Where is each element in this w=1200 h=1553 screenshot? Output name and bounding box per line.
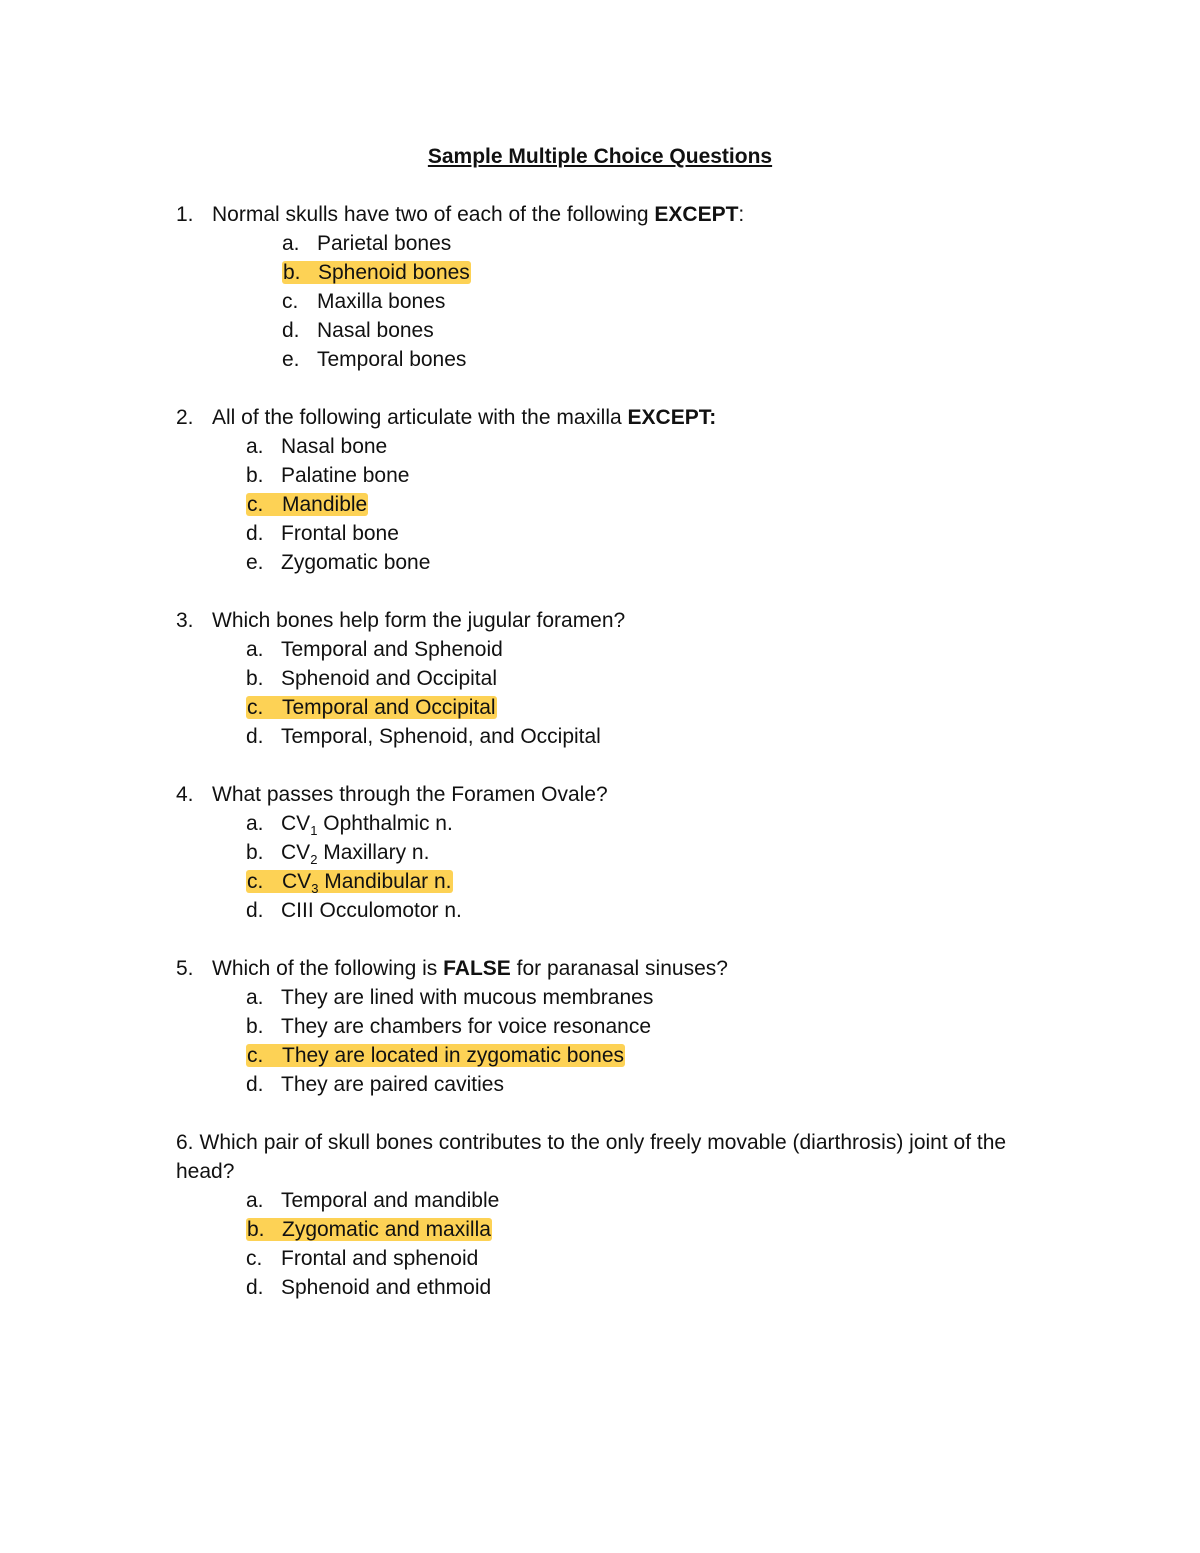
- option-text: They are lined with mucous membranes: [281, 986, 654, 1009]
- option-content: [246, 899, 462, 922]
- option-letter: d.: [246, 522, 264, 545]
- option-content: [282, 319, 434, 342]
- option-letter: a.: [246, 435, 264, 458]
- option-text: Temporal bones: [317, 348, 467, 371]
- stem-text: Which bones help form the jugular foramen?: [212, 609, 626, 632]
- option-content: [282, 232, 451, 255]
- option-letter: e.: [282, 348, 300, 371]
- answer-option: [282, 287, 1036, 316]
- answer-option: [246, 838, 1036, 867]
- question-stem: [176, 200, 1036, 229]
- stem-text: Which of the following is: [212, 957, 444, 980]
- correct-answer-highlight: [282, 261, 471, 284]
- question-stem: [176, 780, 1036, 809]
- answer-option: [246, 432, 1036, 461]
- option-list: [176, 1186, 1036, 1302]
- option-list: [176, 229, 1036, 374]
- option-content: [246, 1073, 504, 1096]
- answer-option: [246, 1186, 1036, 1215]
- option-content: [246, 551, 430, 574]
- option-text: Frontal bone: [281, 522, 399, 545]
- page-title: Sample Multiple Choice Questions: [427, 145, 773, 168]
- answer-option: [246, 519, 1036, 548]
- answer-option: [246, 1070, 1036, 1099]
- question-number: 5.: [176, 957, 194, 980]
- option-letter: d.: [246, 1073, 264, 1096]
- option-letter: a.: [246, 986, 264, 1009]
- option-letter: b.: [246, 667, 264, 690]
- option-letter: c.: [247, 696, 264, 719]
- answer-option: [246, 722, 1036, 751]
- answer-option: [246, 896, 1036, 925]
- answer-option: [246, 693, 1036, 722]
- option-text: They are paired cavities: [281, 1073, 504, 1096]
- option-list: [176, 809, 1036, 925]
- answer-option: [246, 1041, 1036, 1070]
- option-content: [282, 348, 466, 371]
- option-letter: c.: [246, 1247, 263, 1270]
- answer-option: [282, 345, 1036, 374]
- answer-option: [246, 1273, 1036, 1302]
- option-text: Maxillary n.: [317, 841, 430, 864]
- option-text: Zygomatic bone: [281, 551, 431, 574]
- option-list: [176, 635, 1036, 751]
- answer-option: [282, 229, 1036, 258]
- option-text: Temporal, Sphenoid, and Occipital: [281, 725, 601, 748]
- option-content: [246, 1015, 651, 1038]
- option-letter: c.: [247, 870, 264, 893]
- question-number: 4.: [176, 783, 194, 806]
- option-letter: a.: [246, 638, 264, 661]
- option-text: Temporal and Occipital: [282, 696, 496, 719]
- option-content: [282, 290, 445, 313]
- option-letter: d.: [246, 899, 264, 922]
- option-text: Mandibular n.: [318, 870, 452, 893]
- answer-option: [246, 1244, 1036, 1273]
- option-text: They are chambers for voice resonance: [281, 1015, 652, 1038]
- question-number: 3.: [176, 609, 194, 632]
- stem-emphasis: EXCEPT:: [627, 406, 717, 429]
- option-letter: b.: [246, 464, 264, 487]
- answer-option: [246, 490, 1036, 519]
- question-5: [176, 954, 1036, 1099]
- option-text: Mandible: [282, 493, 368, 516]
- option-letter: b.: [283, 261, 301, 284]
- option-content: [246, 1189, 499, 1212]
- option-letter: d.: [246, 1276, 264, 1299]
- option-subscript: 3: [311, 881, 319, 897]
- option-letter: b.: [246, 1015, 264, 1038]
- option-text: Sphenoid and Occipital: [281, 667, 497, 690]
- option-letter: c.: [247, 493, 264, 516]
- correct-answer-highlight: [246, 1044, 625, 1067]
- option-text: Sphenoid and ethmoid: [281, 1276, 492, 1299]
- option-letter: c.: [282, 290, 299, 313]
- answer-option: [246, 1215, 1036, 1244]
- answer-option: [246, 635, 1036, 664]
- answer-option: [246, 809, 1036, 838]
- correct-answer-highlight: [246, 1218, 492, 1241]
- stem-text: What passes through the Foramen Ovale?: [212, 783, 608, 806]
- question-4: [176, 780, 1036, 925]
- option-text: They are located in zygomatic bones: [282, 1044, 625, 1067]
- option-text: Nasal bone: [281, 435, 388, 458]
- option-content: [246, 522, 399, 545]
- stem-text: Which pair of skull bones contributes to the only freely movable (diarthrosis) joint of the head?: [176, 1131, 1007, 1183]
- option-content: [246, 1276, 491, 1299]
- option-text: Nasal bones: [317, 319, 434, 342]
- stem-text-end: :: [738, 203, 745, 226]
- option-subscript: 2: [310, 852, 318, 868]
- option-letter: b.: [246, 841, 264, 864]
- stem-text-end: for paranasal sinuses?: [510, 957, 728, 980]
- stem-emphasis: EXCEPT: [654, 203, 739, 226]
- option-letter: a.: [282, 232, 300, 255]
- stem-text: Normal skulls have two of each of the following: [212, 203, 655, 226]
- answer-option: [246, 461, 1036, 490]
- question-2: [176, 403, 1036, 577]
- option-text: Palatine bone: [281, 464, 410, 487]
- option-letter: d.: [246, 725, 264, 748]
- option-content: [246, 464, 409, 487]
- option-text: Parietal bones: [317, 232, 452, 255]
- option-subscript: 1: [310, 823, 318, 839]
- stem-text: All of the following articulate with the maxilla: [212, 406, 628, 429]
- option-text: Ophthalmic n.: [317, 812, 453, 835]
- correct-answer-highlight: [246, 696, 497, 719]
- option-content: [246, 986, 653, 1009]
- question-stem: [176, 403, 1036, 432]
- question-number: 6.: [176, 1131, 194, 1154]
- answer-option: [282, 316, 1036, 345]
- option-text: Sphenoid bones: [318, 261, 470, 284]
- option-content: [246, 1247, 478, 1270]
- option-content: [246, 638, 503, 661]
- question-number: 1.: [176, 203, 194, 226]
- answer-option: [246, 664, 1036, 693]
- option-letter: e.: [246, 551, 264, 574]
- question-number: 2.: [176, 406, 194, 429]
- option-text-prefix: CV: [281, 812, 311, 835]
- option-content: [246, 841, 430, 868]
- option-text: Temporal and mandible: [281, 1189, 500, 1212]
- option-content: [246, 725, 601, 748]
- question-6: [176, 1128, 1036, 1302]
- option-text: CIII Occulomotor n.: [281, 899, 462, 922]
- answer-option: [246, 1012, 1036, 1041]
- stem-emphasis: FALSE: [443, 957, 511, 980]
- option-letter: a.: [246, 1189, 264, 1212]
- answer-option: [246, 548, 1036, 577]
- correct-answer-highlight: [246, 493, 368, 516]
- answer-option: [246, 983, 1036, 1012]
- option-letter: b.: [247, 1218, 265, 1241]
- option-content: [246, 667, 497, 690]
- answer-option: [246, 867, 1036, 896]
- option-text: Frontal and sphenoid: [281, 1247, 479, 1270]
- option-text: Maxilla bones: [317, 290, 446, 313]
- option-list: [176, 983, 1036, 1099]
- option-letter: c.: [247, 1044, 264, 1067]
- option-content: [246, 435, 387, 458]
- answer-option: [282, 258, 1036, 287]
- option-content: [246, 812, 453, 839]
- question-list: [176, 200, 1036, 1331]
- option-letter: d.: [282, 319, 300, 342]
- question-3: [176, 606, 1036, 751]
- correct-answer-highlight: [246, 870, 453, 897]
- option-text-prefix: CV: [281, 841, 311, 864]
- question-stem: [176, 954, 1036, 983]
- option-text-prefix: CV: [282, 870, 312, 893]
- question-stem: [176, 606, 1036, 635]
- option-text: Zygomatic and maxilla: [282, 1218, 491, 1241]
- question-1: [176, 200, 1036, 374]
- question-stem: [176, 1128, 1036, 1186]
- option-letter: a.: [246, 812, 264, 835]
- option-list: [176, 432, 1036, 577]
- option-text: Temporal and Sphenoid: [281, 638, 503, 661]
